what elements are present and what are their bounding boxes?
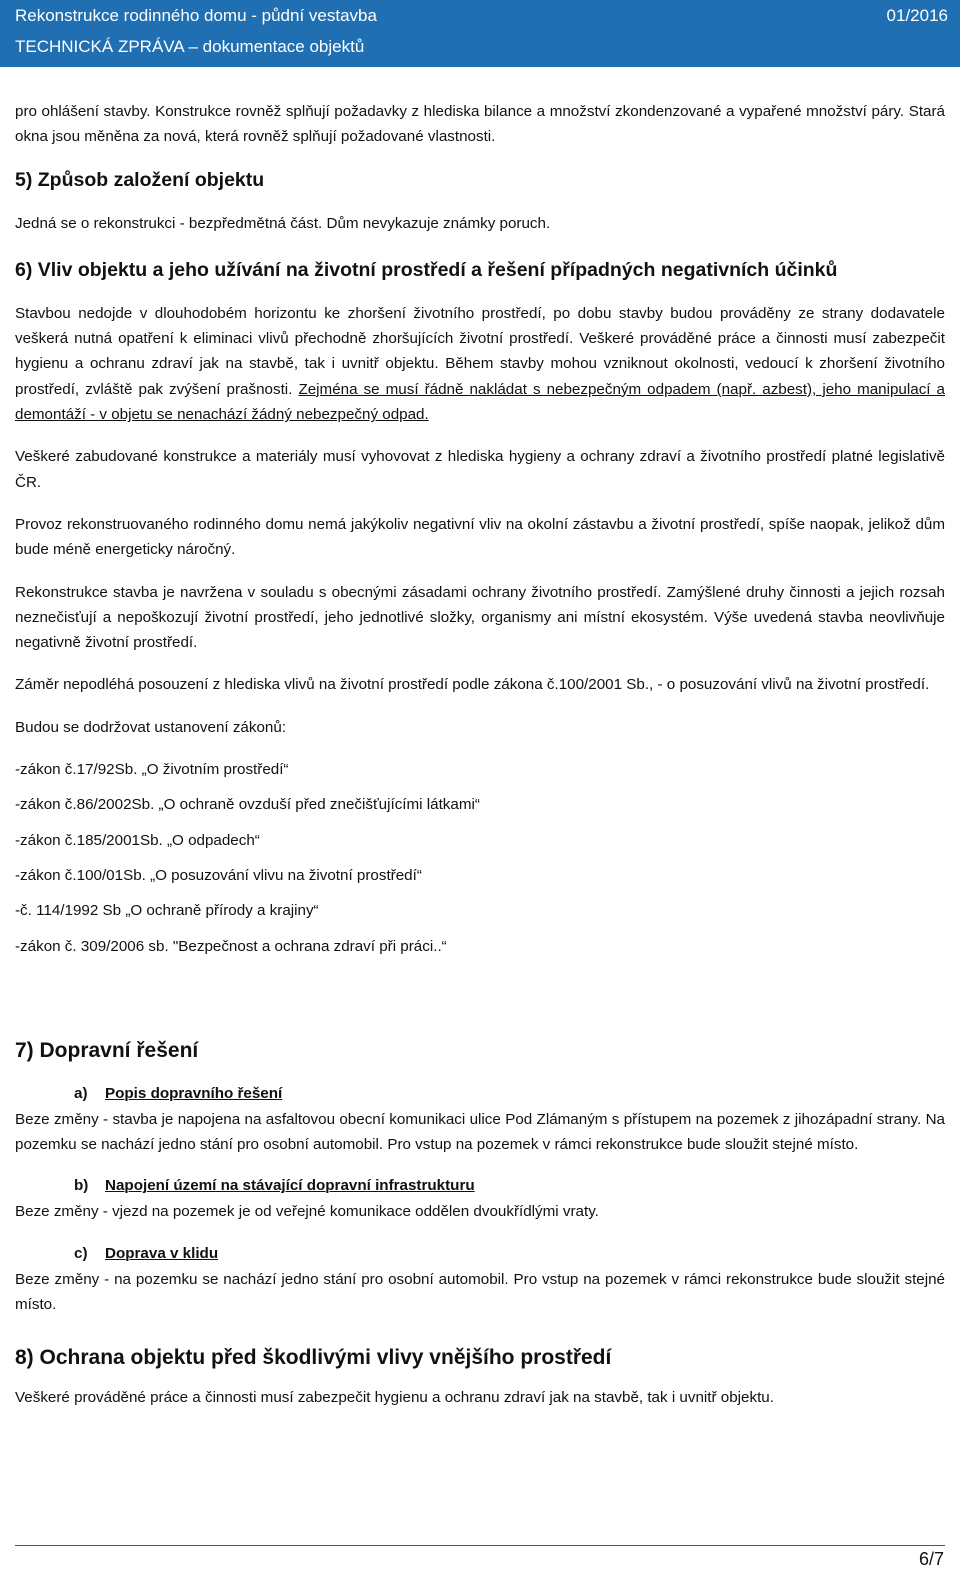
law-item: -zákon č.185/2001Sb. „O odpadech“	[15, 831, 260, 849]
section-6-paragraph-3: Provoz rekonstruovaného rodinného domu nemá jakýkoliv negativní vliv na okolní zástavbu a životní prostředí, spíše naopak, jelikož dům bude méně energeticky náročný.	[15, 515, 945, 559]
section-6-heading: 6) Vliv objektu a jeho užívání na životní prostředí a řešení případných negativních účinků	[15, 258, 838, 281]
section-7a-title: Popis dopravního řešení	[105, 1084, 283, 1102]
law-item: -zákon č.86/2002Sb. „O ochraně ovzduší před znečišťujícími látkami“	[15, 796, 480, 814]
law-item: -zákon č.100/01Sb. „O posuzování vlivu na životní prostředí“	[15, 866, 422, 884]
section-7b-text: Beze změny - vjezd na pozemek je od veřejné komunikace oddělen dvoukřídlými vraty.	[15, 1203, 599, 1221]
section-7c-text: Beze změny - na pozemku se nachází jedno stání pro osobní automobil. Pro vstup na pozemek v rámci rekonstrukce bude sloužit stejné místo.	[15, 1270, 945, 1314]
section-6-paragraph-6: Budou se dodržovat ustanovení zákonů:	[15, 718, 287, 736]
section-7a-text: Beze změny - stavba je napojena na asfaltovou obecní komunikaci ulice Pod Zlámaným s přístupem na pozemek z jihozápadní strany. Na pozemku se nachází jedno stání pro osobní automobil. Pro vstup na pozemek v rámci rekonstrukce bude sloužit stejné místo.	[15, 1110, 945, 1154]
header-title: Rekonstrukce rodinného domu - půdní vestavba	[15, 6, 377, 25]
law-list	[15, 757, 945, 959]
section-8-text: Veškeré prováděné práce a činnosti musí zabezpečit hygienu a ochranu zdraví jak na stavbě, tak i uvnitř objektu.	[15, 1389, 774, 1407]
section-7c-heading	[74, 1241, 945, 1267]
law-item: -zákon č.17/92Sb. „O životním prostředí“	[15, 761, 289, 779]
section-8-heading: 8) Ochrana objektu před škodlivými vlivy vnějšího prostředí	[15, 1346, 612, 1370]
law-item: -č. 114/1992 Sb „O ochraně přírody a krajiny“	[15, 902, 319, 920]
section-6-p1-underlined: Zejména se musí řádně nakládat s nebezpečným odpadem (např. azbest), jeho manipulací a demontáží - v objetu se nenachází žádný nebezpečný odpad.	[15, 380, 945, 424]
section-7b-title: Napojení území na stávající dopravní infrastrukturu	[105, 1177, 475, 1195]
intro-paragraph: pro ohlášení stavby. Konstrukce rovněž splňují požadavky z hlediska bilance a množství zkondenzované a vypařené množství páry. Stará okna jsou měněna za nová, která rovněž splňují požadované vlastnosti.	[15, 103, 945, 146]
section-7b-label: b)	[74, 1177, 89, 1195]
section-6-paragraph-5: Záměr nepodléhá posouzení z hlediska vlivů na životní prostředí podle zákona č.100/2001 Sb., - o posuzování vlivů na životní prostředí.	[15, 676, 930, 694]
law-item: -zákon č. 309/2006 sb. "Bezpečnost a ochrana zdraví při práci..“	[15, 937, 447, 955]
section-7c-title: Doprava v klidu	[105, 1244, 219, 1262]
header-subtitle: TECHNICKÁ ZPRÁVA – dokumentace objektů	[15, 37, 365, 56]
page-header	[0, 0, 960, 67]
section-5-text: Jedná se o rekonstrukci - bezpředmětná část. Dům nevykazuje známky poruch.	[15, 214, 551, 232]
spacer	[15, 969, 945, 1015]
section-6-p1-text: Stavbou nedojde v dlouhodobém horizontu ke zhoršení životního prostředí, po dobu stavby budou prováděny ze strany dodavatele veškerá nutná opatření k eliminaci vlivů přechodně zhoršujících životní prostředí. Veškeré prováděné práce a činnosti musí zabezpečit hygienu a ochranu zdraví jak na stavbě, tak i uvnitř objektu. Během stavby mohou vzniknout okolnosti, vedoucí k zhoršení životního prostředí, zvláště pak zvýšení prašnosti.	[15, 304, 945, 398]
section-6-paragraph-4: Rekonstrukce stavba je navržena v souladu s obecnými zásadami ochrany životního prostředí. Zamýšlené druhy činnosti a jejich rozsah neznečisťují a nepoškozují životní prostředí, jeho jednotlivé složky, organismy ani místní ekosystém. Výše uvedená stavba neovlivňuje negativně životní prostředí.	[15, 583, 945, 652]
section-6-paragraph-2: Veškeré zabudované konstrukce a materiály musí vyhovovat z hlediska hygieny a ochrany zdraví a životního prostředí platné legislativě ČR.	[15, 448, 945, 491]
section-7b-heading	[74, 1173, 945, 1199]
section-6-paragraph-1	[15, 301, 945, 427]
section-7a-heading	[74, 1081, 945, 1107]
section-7-heading: 7) Dopravní řešení	[15, 1038, 199, 1062]
footer-divider	[15, 1545, 945, 1546]
section-7c-label: c)	[74, 1244, 88, 1262]
header-date: 01/2016	[886, 6, 948, 25]
document-body	[15, 99, 945, 1411]
section-5-heading: 5) Způsob založení objektu	[15, 168, 265, 191]
section-7a-label: a)	[74, 1084, 88, 1102]
page-number: 6/7	[918, 1549, 944, 1569]
